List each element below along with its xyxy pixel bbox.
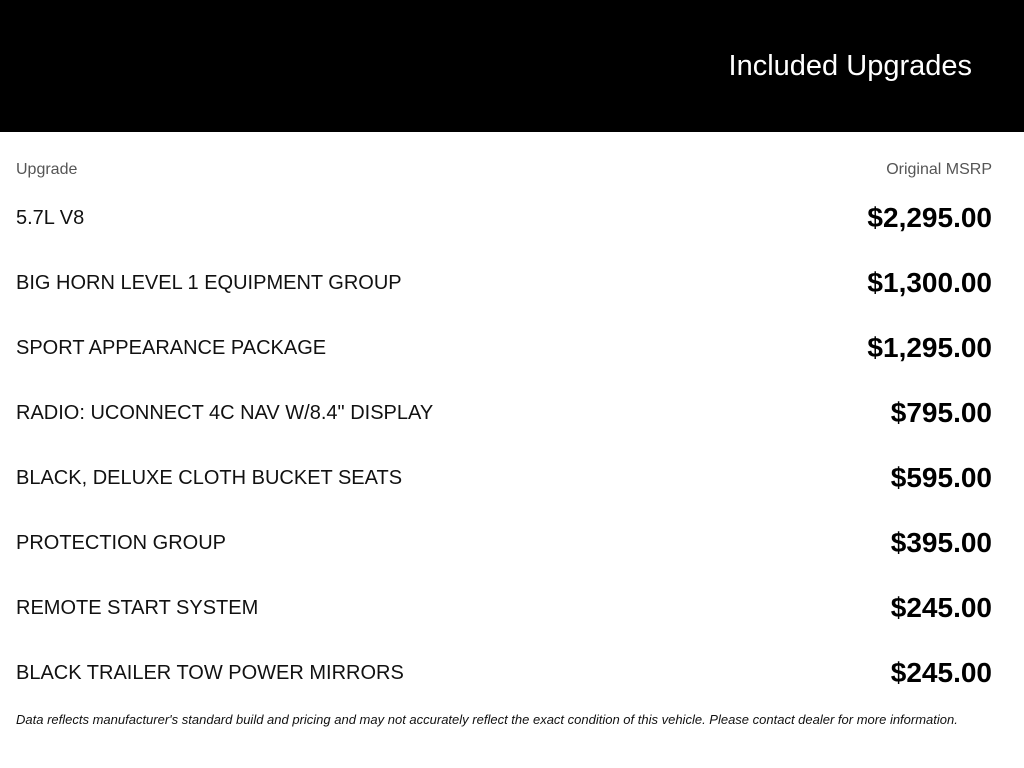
table-row [16,510,992,575]
upgrade-name: SPORT APPEARANCE PACKAGE [16,337,327,359]
table-header-row [16,159,992,181]
upgrade-name: PROTECTION GROUP [16,532,227,554]
table-row [16,315,992,380]
upgrade-price: $795.00 [890,396,992,428]
header-banner [0,0,1024,132]
table-row [16,380,992,445]
page-title: Included Upgrades [728,50,972,82]
upgrades-table [16,159,992,705]
upgrade-name: BLACK, DELUXE CLOTH BUCKET SEATS [16,467,403,489]
upgrade-name: RADIO: UCONNECT 4C NAV W/8.4" DISPLAY [16,402,434,424]
disclaimer-text: Data reflects manufacturer's standard build and pricing and may not accurately reflect the exact condition of this vehicle. Please contact dealer for more information. [16,712,958,727]
table-row [16,250,992,315]
table-row [16,640,992,705]
table-row [16,575,992,640]
upgrade-price: $1,300.00 [867,266,992,298]
upgrade-price: $2,295.00 [867,201,992,233]
upgrade-name: BIG HORN LEVEL 1 EQUIPMENT GROUP [16,272,402,294]
upgrade-name: REMOTE START SYSTEM [16,597,259,619]
table-row [16,445,992,510]
upgrade-price: $395.00 [890,526,992,558]
upgrade-price: $595.00 [890,461,992,493]
column-header-upgrade: Upgrade [16,161,78,178]
upgrade-name: 5.7L V8 [16,207,85,229]
table-row [16,185,992,250]
upgrade-price: $1,295.00 [867,331,992,363]
upgrade-price: $245.00 [890,656,992,688]
upgrade-price: $245.00 [890,591,992,623]
column-header-msrp: Original MSRP [886,161,992,178]
table-body [16,185,992,705]
upgrade-name: BLACK TRAILER TOW POWER MIRRORS [16,662,404,684]
